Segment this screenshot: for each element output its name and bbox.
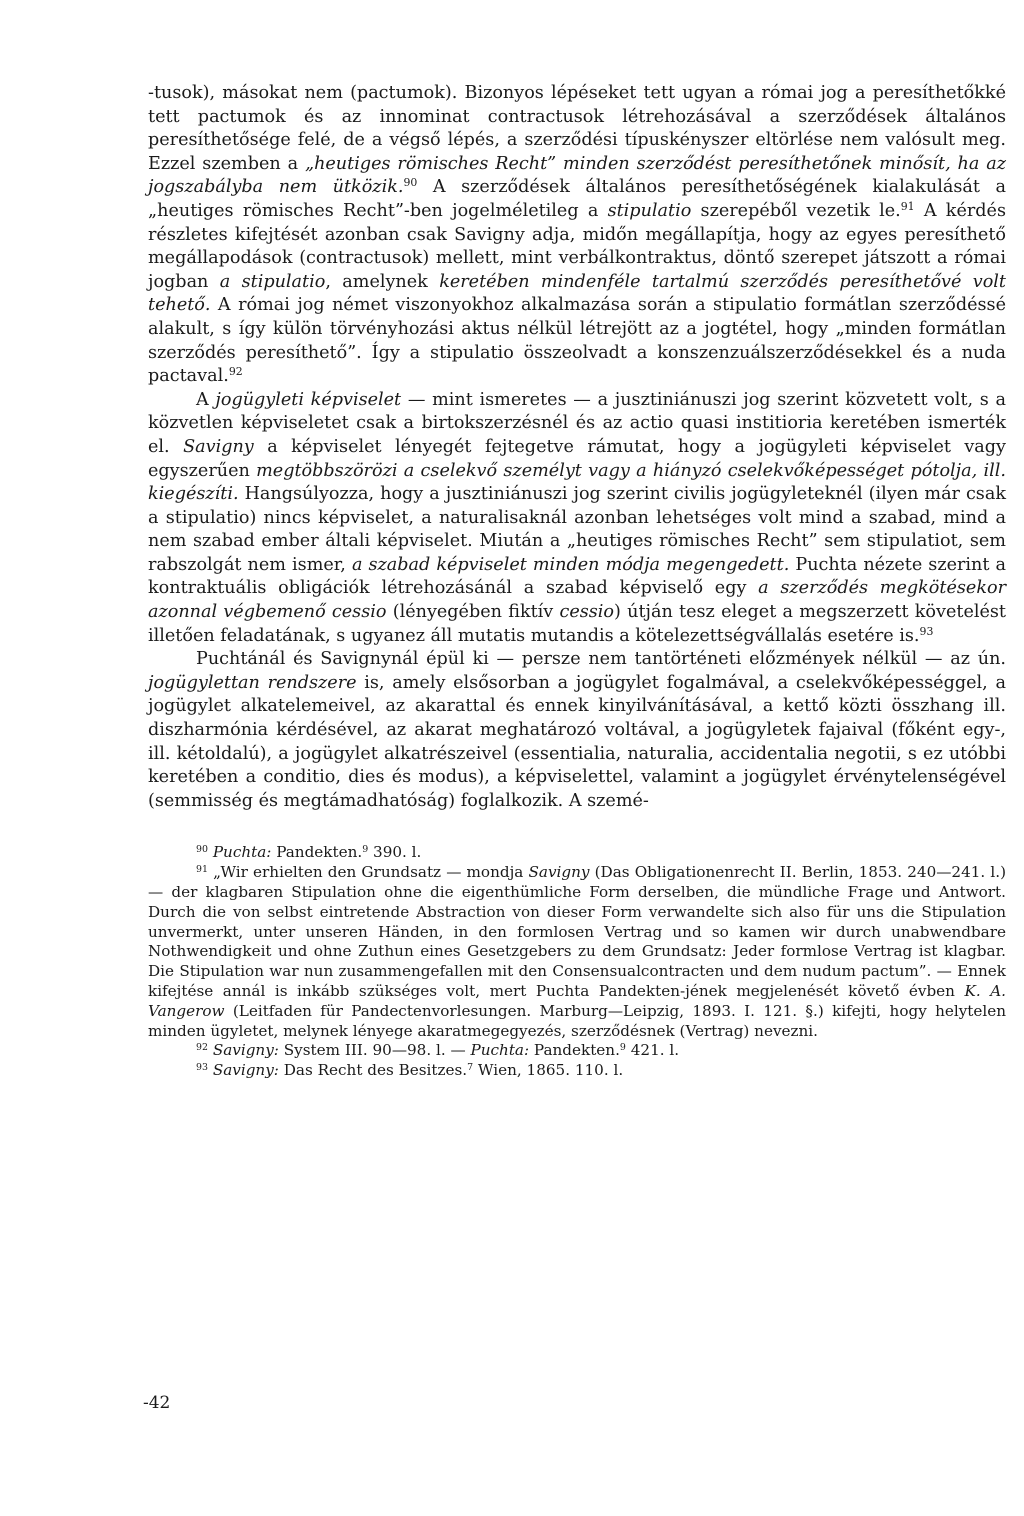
body-text — [148, 82, 1006, 813]
page-number: -42 — [143, 1393, 171, 1413]
paragraph: -tusok), másokat nem (pactumok). Bizonyos lépéseket tett ugyan a római jog a peresíthetőkké tett pactumok és az innominat contractusok létrehozásával a szerződések általános peresíthetősége felé, de a végső lépés, a szerződési típuskényszer eltörlése nem valósult meg. Ezzel szemben a „heutiges römisches Recht” minden szerződést peresíthetőnek minősít, ha az jogszabályba nem ütközik.$^{90}$ A szerződések általános peresíthetőségének kialakulását a „heutiges römisches Recht”-ben jogelméletileg a stipulatio szerepéből vezetik le.$^{91}$ A kérdés részletes kifejtését azonban csak Savigny adja, midőn megállapítja, hogy az egyes peresíthető megállapodások (contractusok) mellett, mint verbálkontraktus, döntő szerepet játszott a római jogban a stipulatio, amelynek keretében mindenféle tartalmú szerződés peresíthetővé volt tehető. A római jog német viszonyokhoz alkalmazása során a stipulatio formátlan szerződéssé alakult, s így külön törvényhozási aktus nélkül létrejött az a jogtétel, hogy „minden formátlan szerződés peresíthető”. Így a stipulatio összeolvadt a konszenzuálszerződésekkel és a nuda pactaval.$^{92}$ — [148, 83, 1006, 387]
paragraph: Puchtánál és Savignynál épül ki — persze nem tantörténeti előzmények nélkül — az ún. jogügylettan rendszere is, amely elsősorban a jogügylet fogalmával, a cselekvőképességgel, a jogügylet alkatelemeivel, az akarattal és ennek kinyilvánításával, a kettő közti összhang ill. diszharmónia kérdésével, az akarat meghatározó voltával, a jogügyletek fajaival (főként egy-, ill. kétoldalú), a jogügylet alkatrészeivel (essentialia, naturalia, accidentalia negotii, s ez utóbbi keretében a conditio, dies és modus), a képviselettel, valamint a jogügylet érvénytelenségével (semmisség és megtámadhatóság) foglalkozik. A szemé- — [148, 649, 1006, 811]
page — [148, 82, 1006, 1081]
footnote-90: $^{90}$ Puchta: Pandekten.$^9$ 390. l. — [196, 843, 422, 862]
footnote-92: $^{92}$ Savigny: System III. 90—98. l. — Puchta: Pandekten.$^9$ 421. l. — [196, 1041, 680, 1060]
paragraph: A jogügyleti képviselet — mint ismeretes — a jusztiniánuszi jog szerint közvetett volt, s a közvetlen képviseletet csak a birtokszerzésnél és az actio quasi institioria keretében ismerték el. Savigny a képviselet lényegét fejtegetve rámutat, hogy a jogügyleti képviselet vagy egyszerűen megtöbbszörözi a cselekvő személyt vagy a hiányzó cselekvőképességet pótolja, ill. kiegészíti. Hangsúlyozza, hogy a jusztiniánuszi jog szerint civilis jogügyleteknél (ilyen már csak a stipulatio) nincs képviselet, a naturalisaknál azonban lehetséges volt mind a szabad, mind a nem szabad ember általi képviselet. Miután a „heutiges römisches Recht” sem stipulatiot, sem rabszolgát nem ismer, a szabad képviselet minden módja megengedett. Puchta nézete szerint a kontraktuális obligációk létrehozásánál a szabad képviselő egy a szerződés megkötésekor azonnal végbemenő cessio (lényegében fiktív cessio) útján tesz eleget a megszerzett követelést illetően feladatának, s ugyanez áll mutatis mutandis a kötelezettségvállalás esetére is.$^{93}$ — [148, 389, 1007, 646]
footnotes — [148, 843, 1006, 1081]
footnote-91: $^{91}$ „Wir erhielten den Grundsatz — mondja Savigny (Das Obligationenrecht II. Berlin, 1853. 240—241. l.) — der klagbaren Stipulation ohne die eigenthümliche Form derselben, die mündliche Frage und Antwort. Durch die von selbst eintretende Abstraction von dieser Form verwandelte sich also für uns die Stipulation unvermerkt, unter unseren Händen, in den formlosen Vertrag und so kamen wir durch unabwendbare Nothwendigkeit und ohne Zuthun eines Gesetzgebers zu dem Grundsatz: Jeder formlose Vertrag ist klagbar. Die Stipulation war nun zusammengefallen mit den Consensualcontracten und dem nudum pactum”. — Ennek kifejtése annál is inkább szükséges volt, mert Puchta Pandekten-jének megjelenését követő évben K. A. Vangerow (Leitfaden für Pandectenvorlesungen. Marburg—Leipzig, 1893. I. 121. §.) kifejti, hogy helytelen minden ügyletet, melynek lényege akaratmegegyezés, szerződésnek (Vertrag) nevezni. — [148, 863, 1006, 1040]
footnote-93: $^{93}$ Savigny: Das Recht des Besitzes.$^7$ Wien, 1865. 110. l. — [196, 1061, 624, 1080]
